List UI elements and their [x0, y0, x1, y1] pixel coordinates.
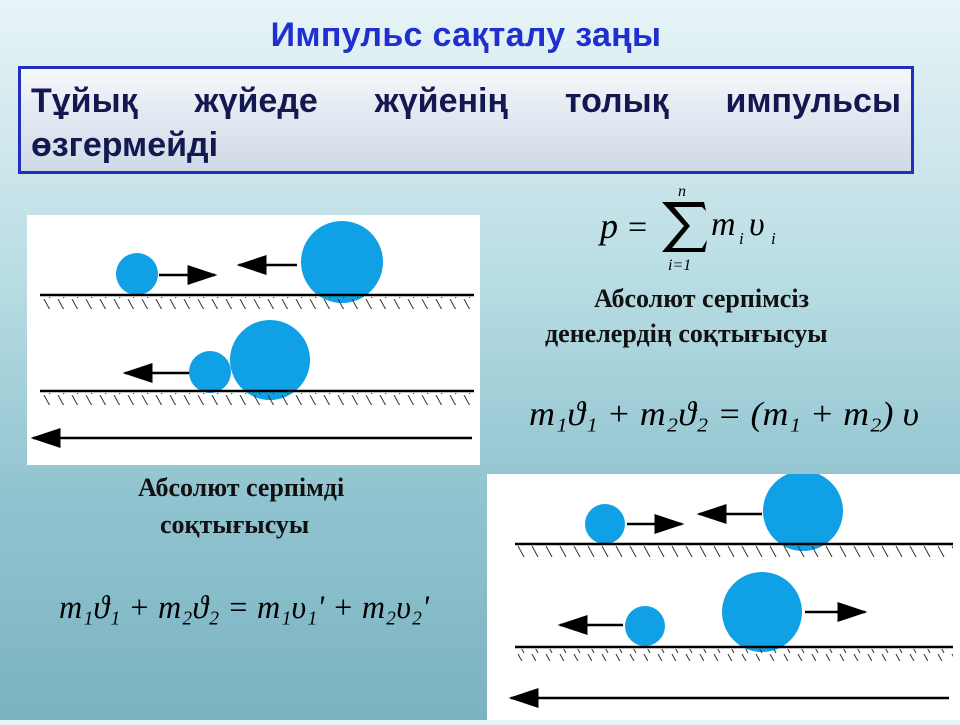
ball-small-icon — [189, 351, 231, 393]
inelastic-formula — [525, 385, 925, 445]
svg-text:m₁ϑ₁ + m₂ϑ₂ = m₁υ₁' + m₂υ₂': m₁ϑ₁ + m₂ϑ₂ = m₁υ₁' + m₂υ₂' — [59, 590, 430, 626]
elastic-caption-line2: соқтығысуы — [160, 510, 310, 539]
sum-upper-limit: n — [678, 183, 686, 200]
before-collision-row — [515, 474, 953, 558]
inelastic-collision-diagram — [27, 215, 480, 465]
slide-title: Импульс сақталу заңы — [270, 16, 662, 54]
ball-large-icon — [301, 221, 383, 303]
ball-large-icon — [763, 474, 843, 551]
formula-velocity: υ — [749, 206, 765, 243]
sigma-icon — [662, 202, 707, 252]
formula-mass: m — [711, 206, 736, 243]
inelastic-caption-line1: Абсолют серпімсіз — [594, 284, 810, 313]
ball-large-icon — [230, 320, 310, 400]
after-collision-row — [40, 320, 474, 405]
inelastic-caption-line2: денелердің соқтығысуы — [545, 319, 828, 348]
svg-text:i: i — [739, 229, 744, 248]
before-collision-row — [40, 221, 474, 309]
formula-p: p — [600, 206, 618, 246]
law-statement: Тұйық жүйеде жүйенің толық импульсы өзгермейді — [31, 82, 901, 164]
formula-equals: = — [628, 209, 648, 246]
after-collision-row — [515, 572, 953, 661]
sum-lower-limit: i=1 — [668, 257, 692, 274]
ball-large-icon — [722, 572, 802, 652]
elastic-formula — [55, 578, 435, 638]
total-momentum-formula — [598, 180, 798, 275]
elastic-collision-diagram — [487, 474, 960, 720]
ball-small-icon — [116, 253, 158, 295]
elastic-caption-line1: Абсолют серпімді — [138, 473, 345, 502]
svg-text:i: i — [771, 229, 776, 248]
ball-small-icon — [585, 504, 625, 544]
law-statement-box — [18, 66, 914, 174]
svg-text:m₁ϑ₁ + m₂ϑ₂ = (m₁ + m₂) υ: m₁ϑ₁ + m₂ϑ₂ = (m₁ + m₂) υ — [529, 396, 919, 433]
ball-small-icon — [625, 606, 665, 646]
